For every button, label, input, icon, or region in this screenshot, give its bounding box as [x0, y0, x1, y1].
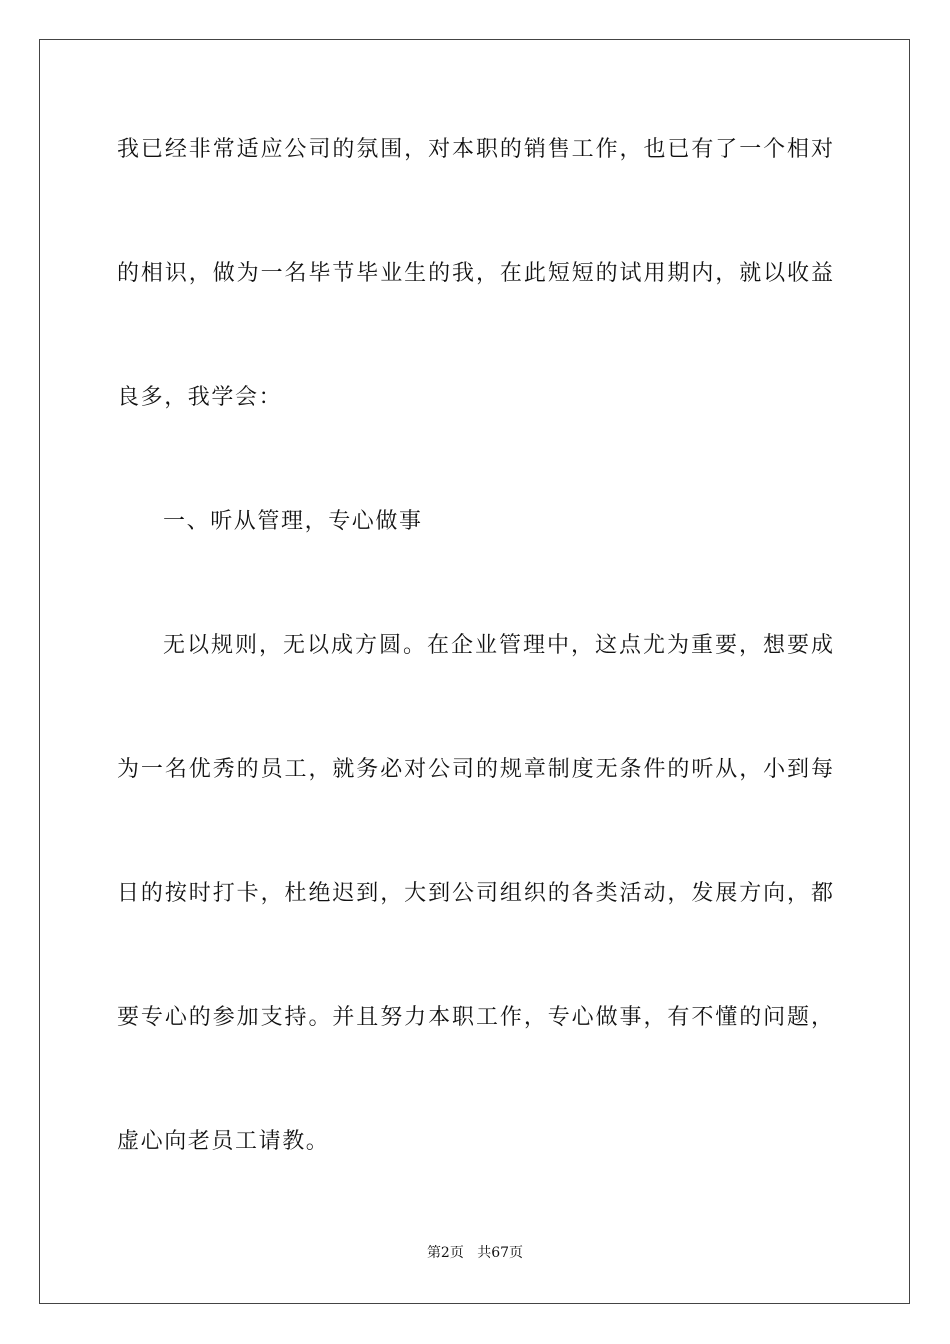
body-text-line-3: 良多，我学会：: [117, 385, 283, 410]
body-text-line-5: 无以规则，无以成方圆。在企业管理中，这点尤为重要，想要成: [163, 633, 833, 658]
body-text-line-1: 我已经非常适应公司的氛围，对本职的销售工作，也已有了一个相对: [117, 137, 833, 162]
page-footer: [0, 1244, 950, 1262]
section-heading: 一、听从管理，专心做事: [163, 509, 423, 534]
body-text-line-2: 的相识，做为一名毕节毕业生的我，在此短短的试用期内，就以收益: [117, 261, 833, 286]
body-text-line-6: 为一名优秀的员工，就务必对公司的规章制度无条件的听从，小到每: [117, 757, 833, 782]
page-number: 第2页: [426, 1245, 464, 1261]
body-text-line-8: 要专心的参加支持。并且努力本职工作，专心做事，有不懂的问题，: [117, 1005, 833, 1030]
page-frame: [39, 39, 910, 1304]
page-total: 共67页: [477, 1245, 524, 1261]
body-text-line-9: 虚心向老员工请教。: [117, 1129, 330, 1154]
body-text-line-7: 日的按时打卡，杜绝迟到，大到公司组织的各类活动，发展方向，都: [117, 881, 833, 906]
